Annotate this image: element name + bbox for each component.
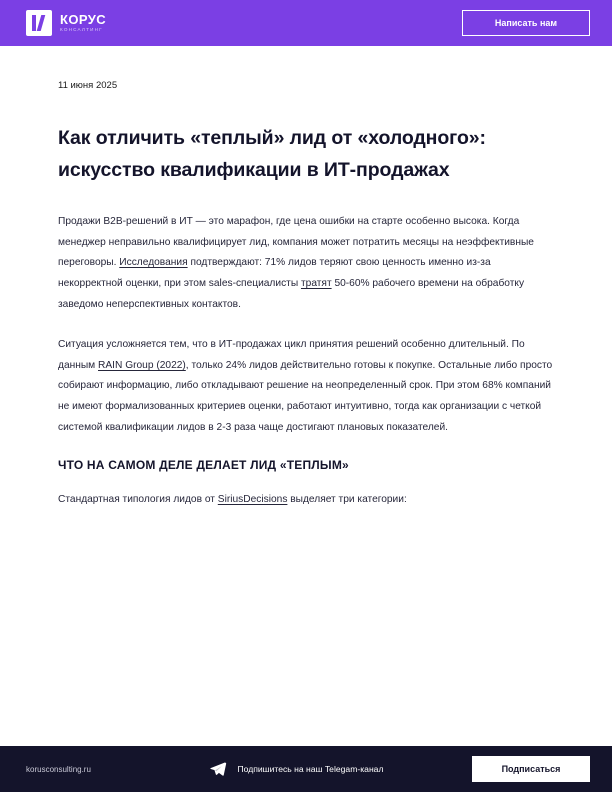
brand-logo[interactable]: [26, 10, 106, 36]
contact-us-button[interactable]: Написать нам: [462, 10, 590, 36]
paragraph-text: подтверждают: 71% лидов теряют свою ценность именно из-за некорректной оценки, при этом sales-специалисты: [58, 257, 491, 289]
inline-link[interactable]: Исследования: [119, 257, 188, 269]
paragraph-3: [58, 490, 554, 511]
paragraph-text: выделяет три категории:: [287, 494, 407, 506]
page-header: [0, 0, 612, 46]
paragraph-text: Стандартная типология лидов от: [58, 494, 218, 506]
telegram-icon: [209, 760, 227, 778]
publish-date: 11 июня 2025: [58, 80, 118, 91]
paragraph-2: [58, 335, 554, 438]
inline-link[interactable]: SiriusDecisions: [217, 494, 288, 506]
page-footer: [0, 746, 612, 792]
inline-link[interactable]: тратят: [300, 277, 332, 289]
page-title: Как отличить «теплый» лид от «холодного»: искусство квалификации в ИТ-продажах: [58, 127, 486, 181]
paragraph-text: , только 24% лидов действительно готовы к покупке. Остальные либо просто собирают информацию, либо откладывают решение на неопределенный срок. При этом 68% компаний не имеют формализованных критериев оценки, работают интуитивно, тогда как организации с четкой системой квалификации лидов в 2-3 раза чаще достигают плановых показателей.: [58, 359, 553, 433]
footer-subscribe-block: [209, 760, 383, 778]
brand-name: КОРУС: [60, 12, 107, 28]
paragraph-text: Продажи B2B-решений в ИТ — это марафон, где цена ошибки на старте особенно высока. Когда менеджер неправильно квалифицирует лид, компания может потратить месяцы на неэффективные переговоры.: [58, 216, 534, 269]
subscribe-button[interactable]: Подписаться: [472, 756, 590, 782]
brand-tagline: КОНСАЛТИНГ: [60, 27, 103, 33]
section-heading: ЧТО НА САМОМ ДЕЛЕ ДЕЛАЕТ ЛИД «ТЕПЛЫМ»: [58, 458, 349, 473]
inline-link[interactable]: RAIN Group (2022): [98, 359, 186, 371]
paragraph-text: 50-60% рабочего времени на обработку заведомо неперспективных контактов.: [58, 277, 525, 310]
korus-k-logo-icon: [26, 10, 52, 36]
brand-logo-text: [60, 13, 106, 33]
paragraph-1: [58, 212, 554, 315]
article-content: [0, 46, 612, 746]
paragraph-text: Ситуация усложняется тем, что в ИТ-продажах цикл принятия решений особенно длительный. По данным: [58, 339, 525, 371]
footer-subscribe-text: Подпишитесь на наш Telegam-канал: [237, 764, 384, 774]
footer-site-url: korusconsulting.ru: [26, 764, 91, 774]
